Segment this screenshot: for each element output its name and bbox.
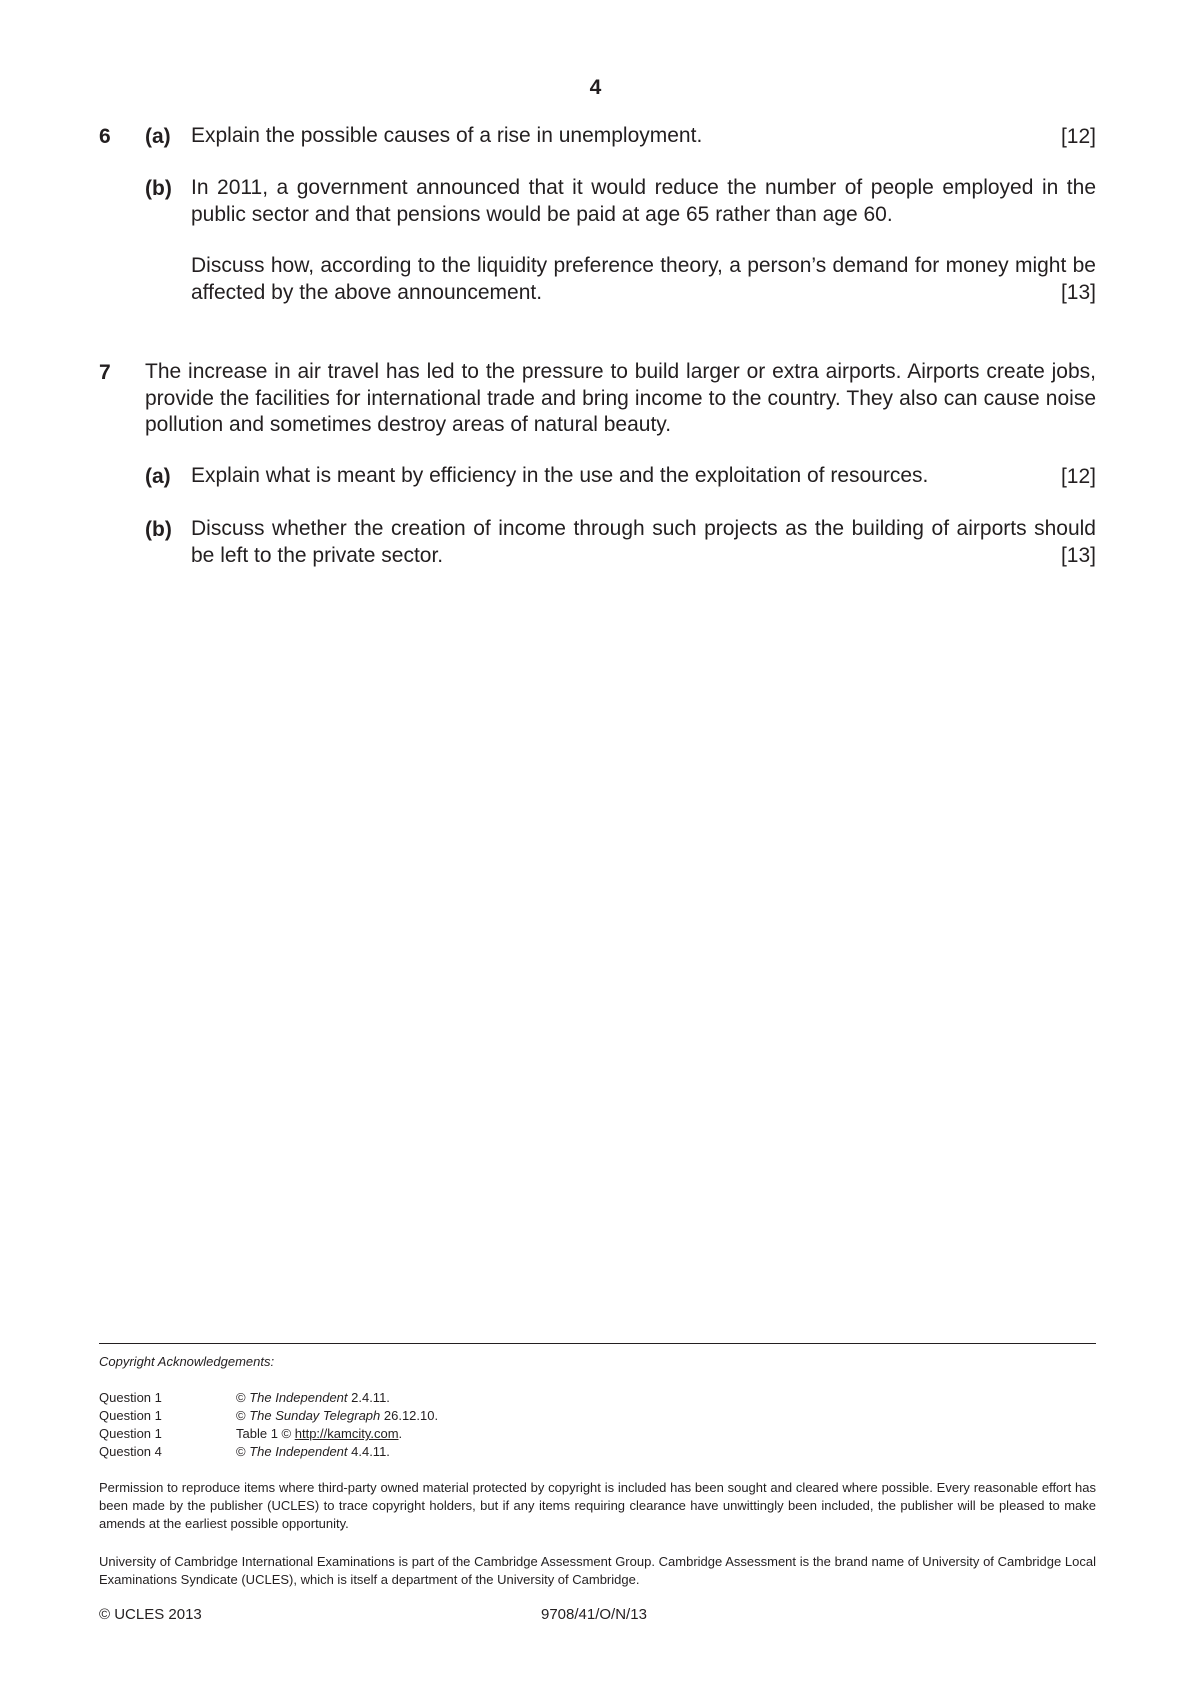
ack-source-title: The Sunday Telegraph <box>249 1408 381 1423</box>
ack-source <box>236 1443 390 1461</box>
ack-prefix: Table 1 © <box>236 1426 295 1441</box>
question-6-number: 6 <box>99 125 111 148</box>
page-number: 4 <box>589 76 602 99</box>
ack-suffix: 4.4.11. <box>347 1444 390 1459</box>
ack-question-label: Question 1 <box>99 1426 162 1441</box>
question-6a-marks: [12] <box>1060 125 1096 148</box>
question-6b-marks: [13] <box>1060 281 1096 304</box>
ack-question-label: Question 1 <box>99 1390 162 1405</box>
question-7b-label: (b) <box>145 518 172 541</box>
ack-question-label: Question 4 <box>99 1444 162 1459</box>
ack-source-title: The Independent <box>249 1444 348 1459</box>
copyright-acknowledgements-heading: Copyright Acknowledgements: <box>99 1354 275 1369</box>
question-7-number: 7 <box>99 361 111 384</box>
ack-prefix: © <box>236 1408 250 1423</box>
ack-question-label: Question 1 <box>99 1408 162 1423</box>
ack-suffix: 26.12.10. <box>380 1408 439 1423</box>
question-7a-text: Explain what is meant by efficiency in the use and the exploitation of resources. <box>191 464 929 487</box>
question-6b-text: In 2011, a government announced that it would reduce the number of people employed in the public sector and that pensions would be paid at age 65 rather than age 60. <box>191 176 1096 226</box>
question-6b-label: (b) <box>145 177 172 200</box>
kamcity-link[interactable]: http://kamcity.com <box>294 1426 399 1441</box>
ack-source <box>236 1407 438 1425</box>
ack-source-title: The Independent <box>249 1390 348 1405</box>
footer-divider <box>99 1343 1096 1344</box>
question-6a-text: Explain the possible causes of a rise in unemployment. <box>191 124 703 147</box>
question-7a-label: (a) <box>145 465 171 488</box>
paper-code: 9708/41/O/N/13 <box>541 1606 647 1623</box>
permission-notice: Permission to reproduce items where third-party owned material protected by copyright is included has been sought and cleared where possible. Every reasonable effort has been made by the publisher (UCLES) to trace copyright holders, but if any items requiring clearance have unwittingly been included, the publisher will be pleased to make amends at the earliest possible opportunity. <box>99 1480 1096 1531</box>
question-6a-label: (a) <box>145 125 171 148</box>
copyright-notice: © UCLES 2013 <box>99 1606 202 1623</box>
question-7a-marks: [12] <box>1060 465 1096 488</box>
ack-source <box>236 1389 390 1407</box>
ack-suffix: 2.4.11. <box>347 1390 390 1405</box>
question-7b-text: Discuss whether the creation of income through such projects as the building of airports should be left to the private sector. <box>191 517 1096 567</box>
question-7-stem: The increase in air travel has led to the pressure to build larger or extra airports. Airports create jobs, provide the facilities for international trade and bring income to the country. They also can cause noise pollution and sometimes destroy areas of natural beauty. <box>145 360 1096 436</box>
ack-prefix: © <box>236 1390 250 1405</box>
ack-source <box>236 1425 402 1443</box>
ucles-notice: University of Cambridge International Examinations is part of the Cambridge Assessment Group. Cambridge Assessment is the brand name of University of Cambridge Local Examinations Syndicate (UCLES), which is itself a department of the University of Cambridge. <box>99 1554 1096 1587</box>
question-7b-marks: [13] <box>1060 544 1096 567</box>
ack-suffix: . <box>398 1426 403 1441</box>
ack-prefix: © <box>236 1444 250 1459</box>
question-6b-instruction: Discuss how, according to the liquidity preference theory, a person’s demand for money might be affected by the above announcement. <box>191 254 1096 304</box>
